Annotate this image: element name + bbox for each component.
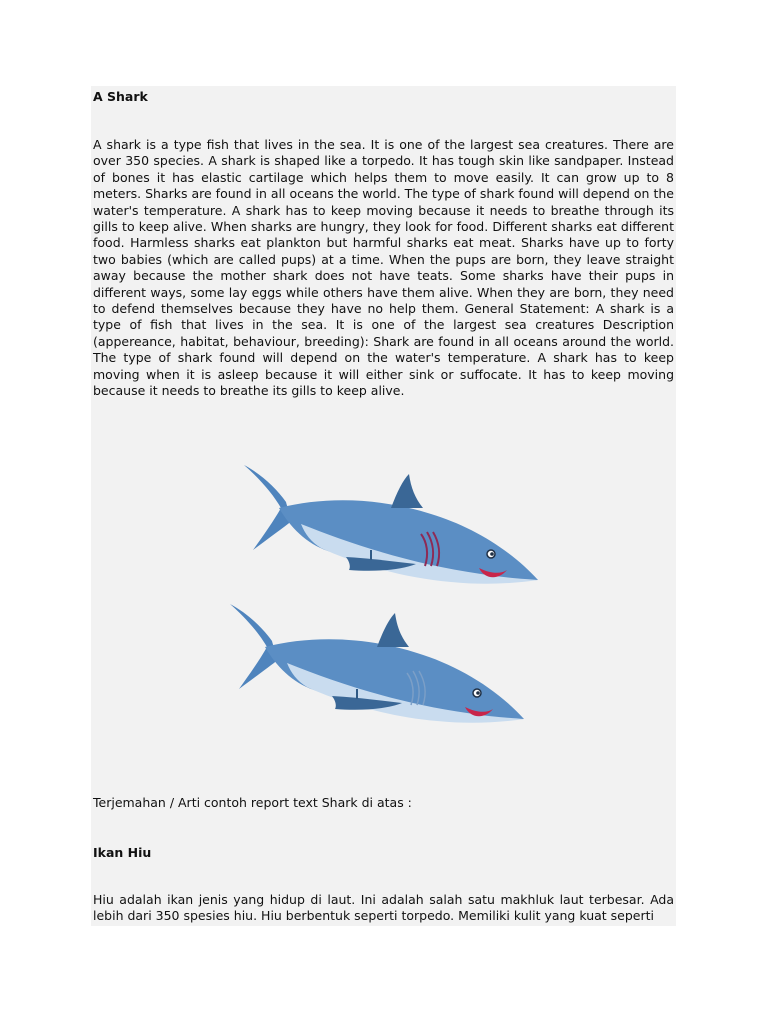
shark-illustration-top [241, 462, 541, 592]
article-title: A Shark [93, 89, 148, 104]
shark-icon [230, 604, 524, 723]
section-title: Ikan Hiu [93, 845, 152, 860]
translation-paragraph: Hiu adalah ikan jenis yang hidup di laut. Ini adalah salah satu makhluk laut terbesar. Ada lebih dari 350 spesies hiu. Hiu berbentuk seperti torpedo. Memiliki kulit yang kuat seperti [93, 892, 674, 924]
shark-illustration-bottom [227, 601, 527, 731]
translation-intro: Terjemahan / Arti contoh report text Shark di atas : [93, 795, 412, 810]
article-paragraph: A shark is a type fish that lives in the sea. It is one of the largest sea creatures. There are over 350 species. A shark is shaped like a torpedo. It has tough skin like sandpaper. Instead of bones it has elastic cartilage which helps them to move easily. It can grow up to 8 meters. Sharks are found in all oceans the world. The type of shark found will depend on the water's temperature. A shark has to keep moving because it needs to breathe through its gills to keep alive. When sharks are hungry, they look for food. Different sharks eat different food. Harmless sharks eat plankton but harmful sharks eat meat. Sharks have up to forty two babies (which are called pups) at a time. When the pups are born, they leave straight away because the mother shark does not have teats. Some sharks have their pups in different ways, some lay eggs while others have them alive. When they are born, they need to defend themselves because they have no help them. General Statement: A shark is a type of fish that lives in the sea. It is one of the largest sea creatures Description (appereance, habitat, behaviour, breeding): Shark are found in all oceans around the world. The type of shark found will depend on the water's temperature. A shark has to keep moving when it is asleep because it will either sink or suffocate. It has to keep moving because it needs to breathe its gills to keep alive. [93, 137, 674, 399]
document-body [91, 86, 676, 926]
shark-icon [244, 465, 538, 584]
